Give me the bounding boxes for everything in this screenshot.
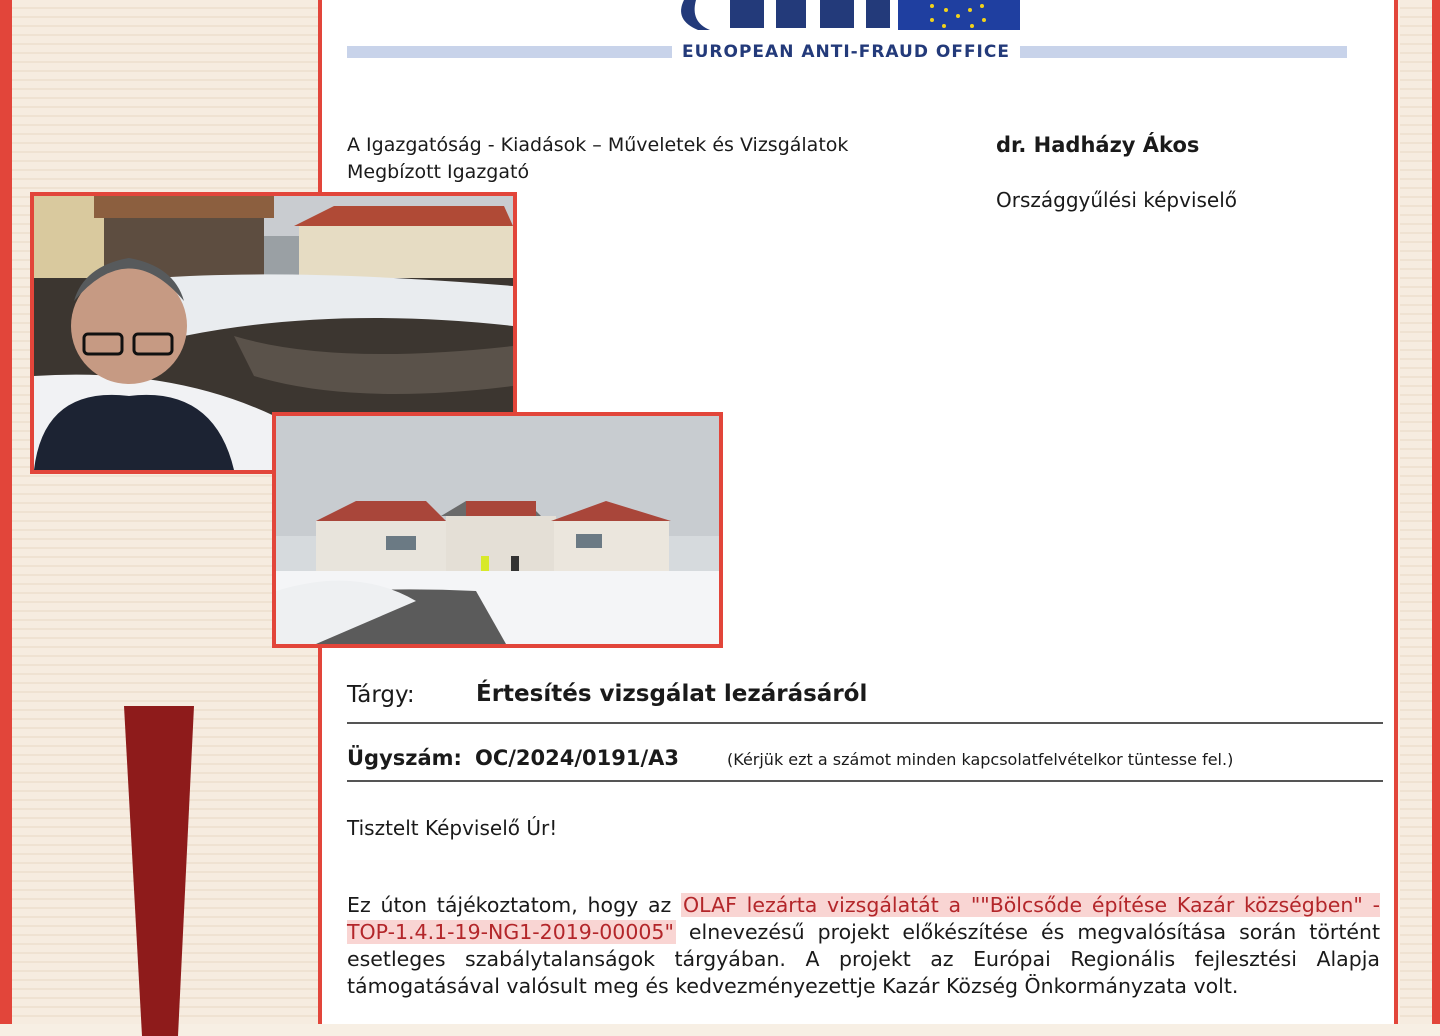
exclamation-mark-icon [124,706,196,1036]
sender-block [347,132,848,186]
recipient-role: Országgyűlési képviselő [996,188,1238,212]
recipient-name: dr. Hadházy Ákos [996,133,1200,157]
highlighted-project-text: OLAF lezárta vizsgálatát a ""Bölcsőde építése Kazár községben" - TOP-1.4.1-19-NG1-2019-00005" [347,893,1380,944]
olaf-logo [670,0,1020,34]
right-red-border [1432,0,1440,1024]
office-name: EUROPEAN ANTI-FRAUD OFFICE [682,42,1010,62]
header-rule-right [1020,46,1347,58]
header-rule-left [347,46,672,58]
body-text-part2: elnevezésű projekt előkészítése és megvalósítása során történt esetleges szabálytalanságok tárgyában. A projekt az Európai Regionális fejlesztési Alapja támogatásával valósult meg és kedvezményezettje Kazár Község Önkormányzata volt. [347,920,1380,998]
nursery-photo [272,412,723,648]
body-text-part1: Ez úton tájékoztatom, hogy az [347,893,682,917]
greeting: Tisztelt Képviselő Úr! [347,816,558,840]
subject-rule [347,722,1383,724]
subject-text: Értesítés vizsgálat lezárásáról [476,681,868,707]
sender-line-2: Megbízott Igazgató [347,161,530,183]
sender-line-1: A Igazgatóság - Kiadások – Műveletek és Vizsgálatok [347,134,849,156]
case-number: OC/2024/0191/A3 [475,746,680,770]
case-rule [347,780,1383,782]
body-paragraph [347,892,1380,1000]
case-note: (Kérjük ezt a számot minden kapcsolatfelvételkor tüntesse fel.) [727,750,1234,769]
left-red-border [0,0,12,1024]
case-label: Ügyszám: [347,746,462,770]
subject-label: Tárgy: [347,682,415,708]
